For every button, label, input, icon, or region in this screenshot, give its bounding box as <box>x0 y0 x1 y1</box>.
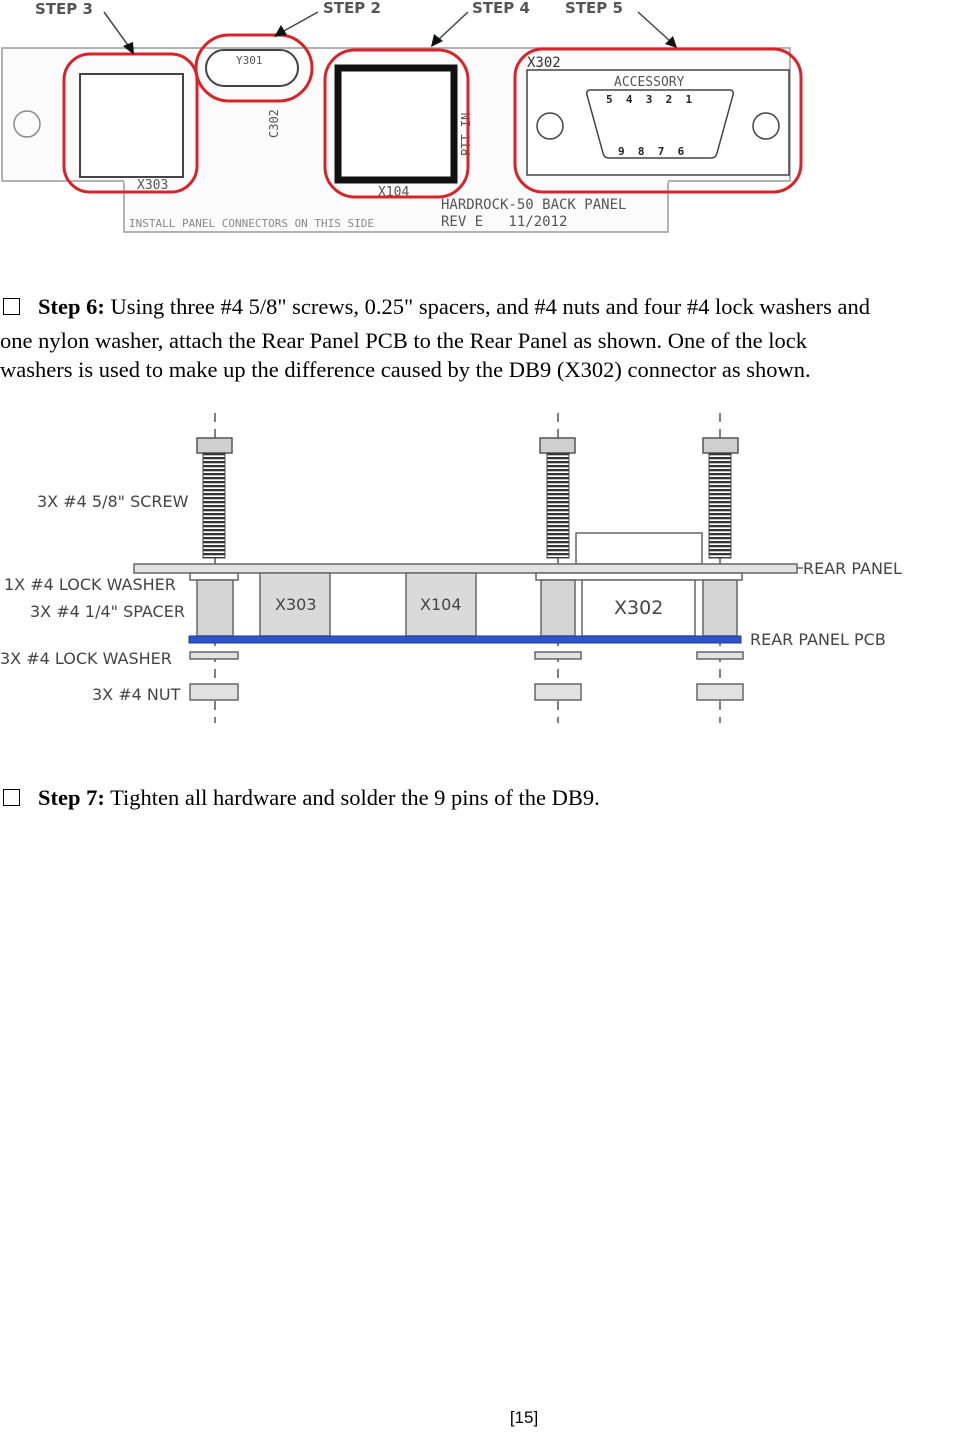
nuts <box>190 684 743 700</box>
step6-text-line2: one nylon washer, attach the Rear Panel PCB to the Rear Panel as shown. One of the lock <box>0 328 808 353</box>
x303-component-label: X303 <box>275 595 317 614</box>
db9-shell-side <box>576 533 702 564</box>
x302-component-label: X302 <box>614 597 664 619</box>
screw-heads <box>197 438 738 453</box>
step6-label: Step 6: <box>38 294 105 319</box>
callout-step5: STEP 5 <box>565 0 623 17</box>
y301-label: Y301 <box>236 54 263 67</box>
callout-step2: STEP 2 <box>323 0 381 17</box>
hardware-stack-diagram <box>0 405 930 735</box>
label-lock-washer-bottom: 3X #4 LOCK WASHER <box>0 649 172 668</box>
rear-panel-pcb <box>189 636 741 643</box>
label-screw: 3X #4 5/8" SCREW <box>37 492 189 511</box>
ptt-in-label: PTT IN <box>459 112 473 156</box>
callout-step3: STEP 3 <box>35 0 93 18</box>
label-nut: 3X #4 NUT <box>92 685 181 704</box>
bottom-lock-washers <box>190 652 743 659</box>
step7-label: Step 7: <box>38 785 105 810</box>
db9-bottom-pin-numbers: 9 8 7 6 <box>618 145 685 158</box>
rear-panel-plate <box>134 564 797 573</box>
board-revision-label: REV E 11/2012 <box>441 214 568 230</box>
back-panel-figure <box>0 0 820 240</box>
back-panel-diagram <box>0 0 820 240</box>
step7-checkbox[interactable] <box>3 789 20 806</box>
step7-text: Tighten all hardware and solder the 9 pins of the DB9. <box>104 785 600 810</box>
x302-label: X302 <box>527 55 561 71</box>
db9-top-pin-numbers: 5 4 3 2 1 <box>606 93 693 106</box>
board-name-label: HARDROCK-50 BACK PANEL <box>441 197 627 213</box>
page-number: [15] <box>509 1408 539 1427</box>
label-lock-washer-top: 1X #4 LOCK WASHER <box>4 575 176 594</box>
x303-label: X303 <box>137 178 169 193</box>
c302-label: C302 <box>267 109 281 138</box>
x104-label: X104 <box>378 185 410 200</box>
step7-paragraph <box>0 782 965 813</box>
x303-outline <box>80 74 183 177</box>
x104-component-label: X104 <box>420 595 462 614</box>
callout-step4: STEP 4 <box>472 0 530 17</box>
label-spacer: 3X #4 1/4" SPACER <box>30 602 185 621</box>
label-rear-panel: REAR PANEL <box>803 559 902 578</box>
step6-text-line1: Using three #4 5/8" screws, 0.25" spacers, and #4 nuts and four #4 lock washers and <box>104 294 870 319</box>
step6-text-line3: washers is used to make up the difference caused by the DB9 (X302) connector as shown. <box>0 357 811 382</box>
install-note: INSTALL PANEL CONNECTORS ON THIS SIDE <box>129 217 375 230</box>
x104-outline <box>338 68 454 180</box>
accessory-label: ACCESSORY <box>614 75 685 90</box>
step6-checkbox[interactable] <box>3 298 20 315</box>
hardware-stack-figure <box>0 405 930 735</box>
step6-paragraph-line1 <box>0 291 965 322</box>
label-rear-panel-pcb: REAR PANEL PCB <box>750 630 886 649</box>
